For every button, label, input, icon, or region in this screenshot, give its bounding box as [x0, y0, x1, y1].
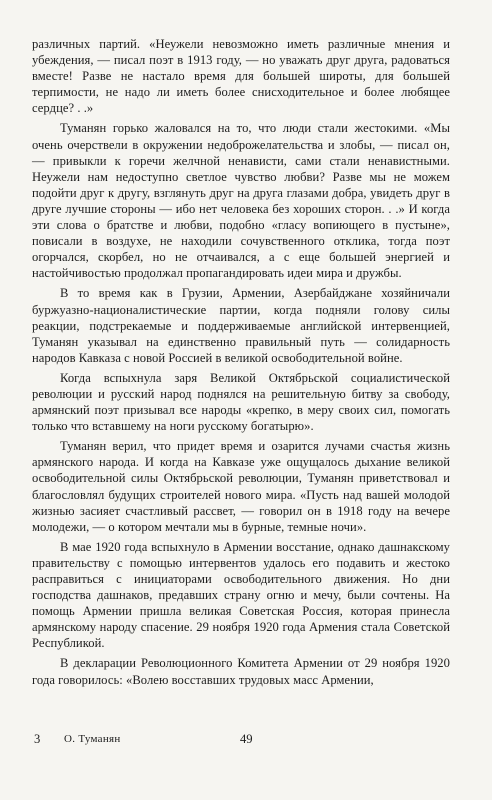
paragraph-2: Туманян горько жаловался на то, что люди стали жестокими. «Мы очень очерствели в окружении недоброжелательства и злобы, — писал он, — привыкли к горечи желчной ненависти, сами стали ненавистными. Неужели нам недоступно светлое чувство любви? Разве мы не можем подойти друг к другу, взглянуть друг на друга глазами добра, увидеть друг в друге лучшие стороны — ибо нет человека без хороших сторон. . .» И когда эти слова о братстве и любви, подобно «гласу вопиющего в пустыне», повисали в воздухе, не находили сочувственного отклика, тогда поэт огорчался, скорбел, но не отчаивался, а с еще большей энергией и настойчивостью продолжал пропагандировать идеи мира и дружбы.: [32, 121, 450, 281]
paragraph-4: Когда вспыхнула заря Великой Октябрьской социалистической революции и русский народ поднялся на решительную битву за свободу, армянский поэт призывал все народы «крепко, в меру своих сил, помогать только что вставшему на ноги русскому богатырю».: [32, 370, 450, 434]
paragraph-1: различных партий. «Неужели невозможно иметь различные мнения и убеждения, — писал поэт в 1913 году, — но уважать друг друга, радоваться вместе! Разве не настало время для большей широты, для большей терпимости, не надо ли иметь более снисходительное и более любящее сердце? . .»: [32, 37, 450, 116]
page-body: [32, 36, 450, 692]
page-number: 49: [240, 732, 253, 746]
paragraph-3: В то время как в Грузии, Армении, Азербайджане хозяйничали буржуазно-националистические партии, когда подняли голову силы реакции, подстрекаемые и поддерживаемые английской интервенцией, Туманян указывал на единственно правильный путь — солидарность народов Кавказа с новой Россией в великой освободительной войне.: [32, 286, 450, 365]
signature-mark: 3: [34, 732, 41, 746]
paragraph-7: В декларации Революционного Комитета Армении от 29 ноября 1920 года говорилось: «Волею восставших трудовых масс Армении,: [32, 656, 450, 687]
signature-title: О. Туманян: [64, 733, 121, 745]
paragraph-6: В мае 1920 года вспыхнуло в Армении восстание, однако дашнакскому правительству с помощью интервентов удалось его подавить и жестоко расправиться с инициаторами освободительного движения. Но дни господства дашнаков, предавших страну огню и мечу, были сочтены. На помощь Армении пришла великая Советская Россия, которая принесла армянскому народу спасение. 29 ноября 1920 года Армения стала Советской Республикой.: [32, 539, 450, 651]
paragraph-5: Туманян верил, что придет время и озарится лучами счастья жизнь армянского народа. И когда на Кавказе уже ощущалось дыхание великой освободительной силы Октябрьской революции, Туманян приветствовал и благословлял будущих строителей нового мира. «Пусть над вашей молодой жизнью засияет счастливый рассвет, — говорил он в 1918 году на вечере молодежи, — о котором мечтали мы в бурные, темные ночи».: [32, 439, 450, 534]
page-footer: [32, 732, 450, 752]
